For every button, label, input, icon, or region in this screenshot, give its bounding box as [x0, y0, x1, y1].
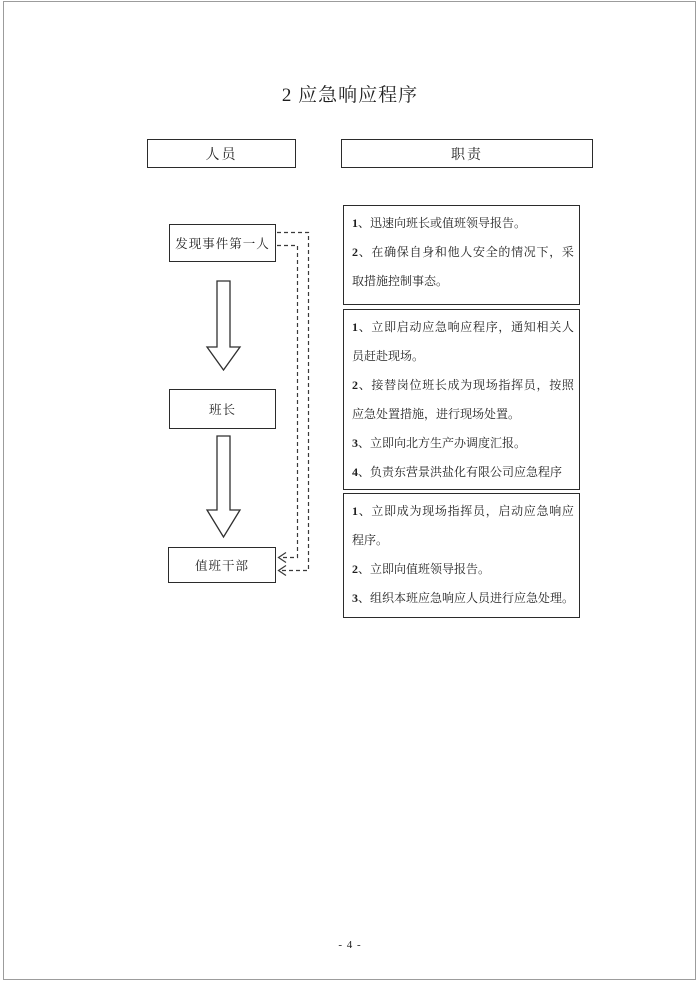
responsibility-line: 4、负责东营景洪盐化有限公司应急程序: [352, 465, 563, 479]
dashed-connector-outer: [277, 233, 309, 571]
responsibility-line: 2、接替岗位班长成为现场指挥员，按照: [352, 378, 575, 392]
block-arrow-down-2: [207, 436, 240, 537]
responsibility-line: 取措施控制事态。: [352, 274, 449, 288]
responsibility-line: 1、迅速向班长或值班领导报告。: [352, 216, 527, 230]
responsibility-line: 1、立即成为现场指挥员，启动应急响应: [352, 504, 575, 518]
responsibility-line: 应急处置措施，进行现场处置。: [352, 407, 521, 421]
block-arrow-down-1: [207, 281, 240, 370]
flow-node-duty-officer: [168, 547, 276, 583]
duty-header-label: 职责: [451, 147, 483, 163]
flow-node-team-leader: [169, 389, 276, 429]
responsibility-box-team-leader: [343, 309, 580, 490]
dashed-connector-inner: [277, 246, 298, 558]
responsibility-line: 2、立即向值班领导报告。: [352, 562, 491, 576]
responsibility-line: 1、立即启动应急响应程序，通知相关人: [352, 320, 575, 334]
flow-node-first-discoverer: [169, 224, 276, 262]
page-title: 2 应急响应程序: [281, 85, 419, 106]
responsibility-line: 员赶赴现场。: [352, 349, 425, 363]
responsibility-line: 3、组织本班应急响应人员进行应急处理。: [352, 591, 575, 605]
responsibility-line: 程序。: [352, 533, 389, 547]
responsibility-line: 3、立即向北方生产办调度汇报。: [352, 436, 527, 450]
flow-node-label: 发现事件第一人: [175, 237, 270, 251]
personnel-header-label: 人员: [205, 147, 238, 163]
flow-node-label: 值班干部: [194, 559, 249, 573]
flow-node-label: 班长: [208, 403, 236, 417]
responsibility-box-duty-officer: [343, 493, 580, 618]
responsibility-box-first-discoverer: [343, 205, 580, 305]
responsibility-line: 2、在确保自身和他人安全的情况下，采: [352, 245, 575, 259]
page-number: - 4 -: [338, 939, 362, 951]
